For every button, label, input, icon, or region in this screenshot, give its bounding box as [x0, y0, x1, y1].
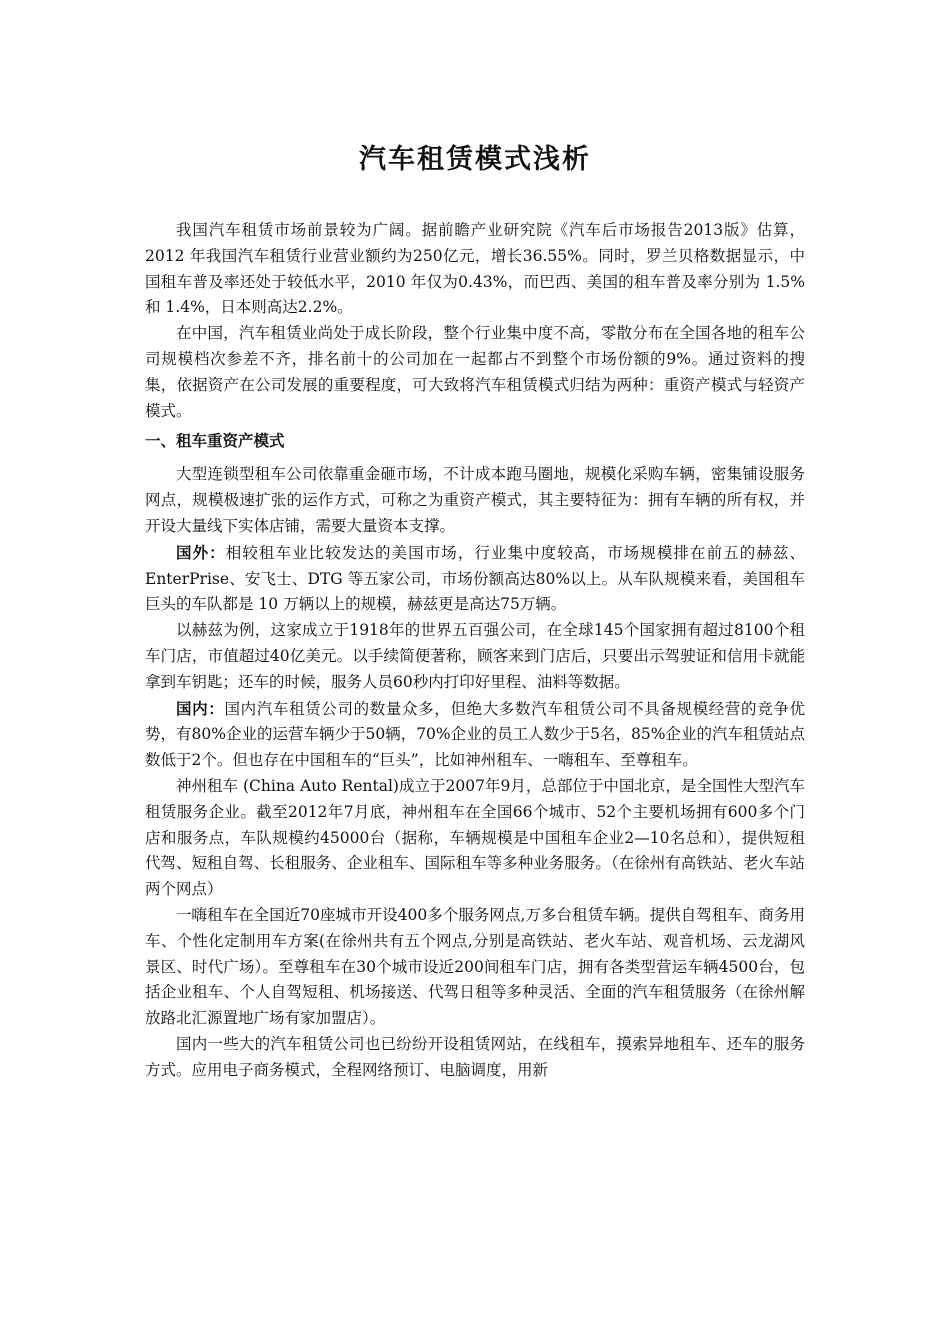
hertz-paragraph: 以赫兹为例，这家成立于1918年的世界五百强公司，在全球145个国家拥有超过8100个租车门店，市值超过40亿美元。以手续简便著称，顾客来到门店后，只要出示驾驶证和信用卡就能拿到车钥匙；还车的时候，服务人员60秒内打印好里程、油料等数据。 [145, 621, 805, 691]
domestic-market-text: 国内汽车租赁公司的数量众多，但绝大多数汽车租赁公司不具备规模经营的竞争优势，有80%企业的运营车辆少于50辆，70%企业的员工人数少于5名，85%企业的汽车租赁站点数低于2个。但也存在中国租车的“巨头”，比如神州租车、一嗨租车、至尊租车。 [145, 699, 805, 770]
intro-paragraph-1: 我国汽车租赁市场前景较为广阔。据前瞻产业研究院《汽车后市场报告2013版》估算，2012 年我国汽车租赁行业营业额约为250亿元，增长36.55%。同时，罗兰贝格数据显示，中国租车普及率还处于较低水平，2010 年仅为0.43%，而巴西、美国的租车普及率分别为 1.5%和 1.4%，日本则高达2.2%。 [145, 221, 805, 317]
heavy-asset-definition-paragraph: 大型连锁型租车公司依靠重金砸市场，不计成本跑马圈地，规模化采购车辆，密集铺设服务网点，规模极速扩张的运作方式，可称之为重资产模式，其主要特征为：拥有车辆的所有权，并开设大量线下实体店铺，需要大量资本支撑。 [145, 465, 805, 535]
domestic-market-paragraph [145, 696, 805, 774]
domestic-lead-label: 国内： [176, 698, 225, 718]
shenzhou-paragraph: 神州租车 (China Auto Rental)成立于2007年9月，总部位于中国北京，是全国性大型汽车租赁服务企业。截至2012年7月底，神州租车在全国66个城市、52个主要机场拥有600多个门店和服务点，车队规模约45000台（据称，车辆规模是中国租车企业2—10名总和），提供短租代驾、短租自驾、长租服务、企业租车、国际租车等多种业务服务。（在徐州有高铁站、老火车站两个网点） [145, 776, 805, 899]
section-heading-heavy-asset: 一、租车重资产模式 [145, 431, 285, 451]
document-title: 汽车租赁模式浅析 [359, 144, 591, 175]
foreign-market-paragraph [145, 540, 805, 618]
foreign-lead-label: 国外： [176, 542, 226, 562]
ehi-zuzun-paragraph: 一嗨租车在全国近70座城市开设400多个服务网点,万多台租赁车辆。提供自驾租车、商务用车、个性化定制用车方案(在徐州共有五个网点,分别是高铁站、老火车站、观音机场、云龙湖风景区、时代广场）。至尊租车在30个城市设近200间租车门店，拥有各类型营运车辆4500台，包括企业租车、个人自驾短租、机场接送、代驾日租等多种灵活、全面的汽车租赁服务（在徐州解放路北汇源置地广场有家加盟店）。 [145, 905, 805, 1028]
document-page [145, 140, 805, 1084]
online-rental-paragraph: 国内一些大的汽车租赁公司也已纷纷开设租赁网站，在线租车，摸索异地租车、还车的服务方式。应用电子商务模式，全程网络预订、电脑调度，用新 [145, 1034, 805, 1079]
foreign-market-text: 相较租车业比较发达的美国市场，行业集中度较高，市场规模排在前五的赫兹、EnterPrise、安飞士、DTG 等五家公司，市场份额高达80%以上。从车队规模来看，美国租车巨头的车队都是 10 万辆以上的规模，赫兹更是高达75万辆。 [145, 543, 805, 614]
intro-paragraph-2: 在中国，汽车租赁业尚处于成长阶段，整个行业集中度不高，零散分布在全国各地的租车公司规模档次参差不齐，排名前十的公司加在一起都占不到整个市场份额的9%。通过资料的搜集，依据资产在公司发展的重要程度，可大致将汽车租赁模式归结为两种：重资产模式与轻资产模式。 [145, 324, 805, 420]
